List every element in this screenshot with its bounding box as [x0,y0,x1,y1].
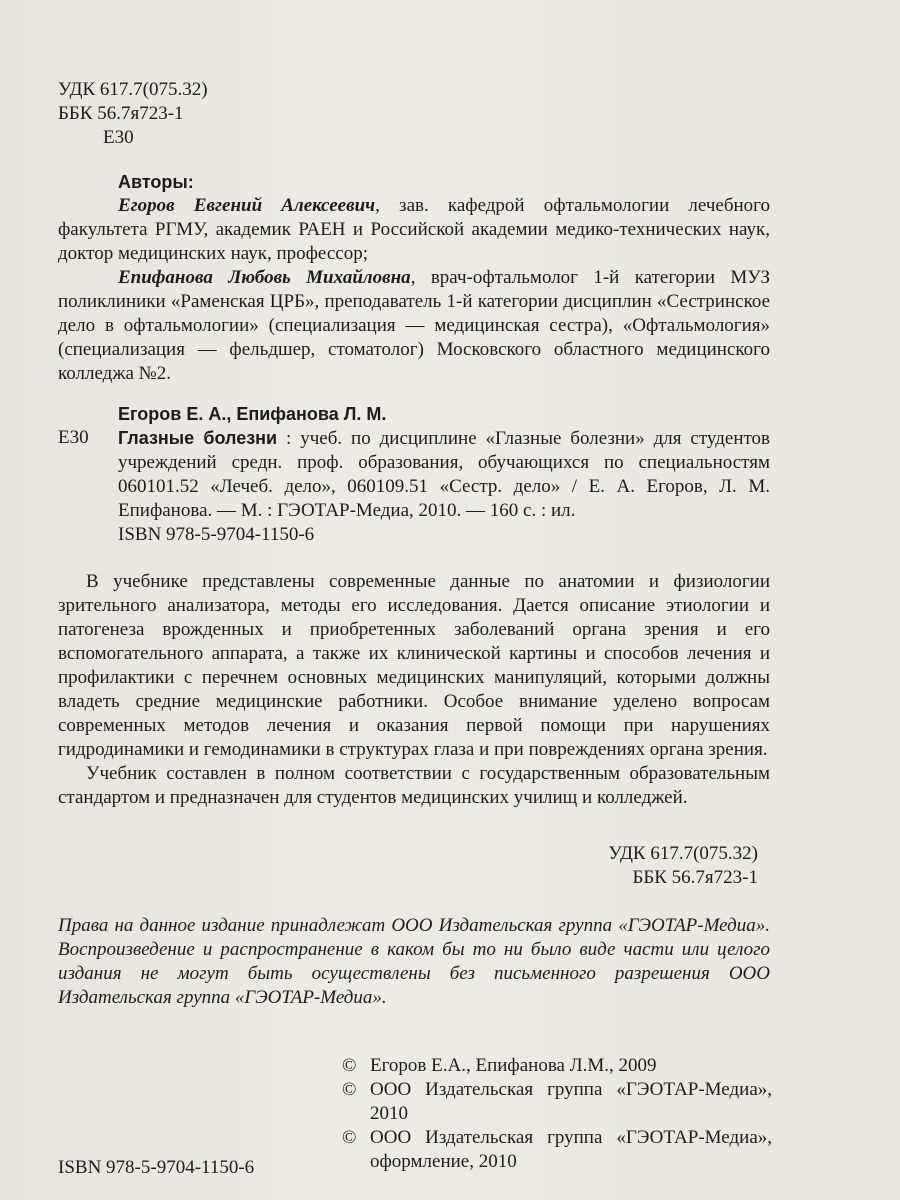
copyright-block [342,1054,772,1174]
author-sign: Е30 [103,127,134,148]
biblio-heading: Егоров Е. А., Епифанова Л. М. [118,404,387,424]
abstract-paragraph: Учебник составлен в полном соответствии с государственным образовательным стандартом и предназначен для студентов медицинских училищ и колледжей. [58,763,770,808]
author-description: , зав. кафедрой офтальмологии лечебного факультета РГМУ, академик РАЕН и Российской академии медико-технических наук, доктор медицинских наук, профессор; [58,195,770,264]
authors-title: Авторы: [118,172,194,192]
udk-code-bottom: УДК 617.7(075.32) [608,843,758,864]
copyright-text: Егоров Е.А., Епифанова Л.М., 2009 [370,1055,657,1076]
udk-code: УДК 617.7(075.32) [58,79,208,100]
copyright-icon: © [342,1127,357,1148]
author-entry [58,266,770,386]
biblio-row [58,426,770,523]
bbk-code: ББК 56.7я723-1 [58,103,184,124]
rights-notice: Права на данное издание принадлежат ООО Издательская группа «ГЭОТАР-Медиа». Воспроизведение и распространение в каком бы то ни было виде части или целого издания не могут быть осуществлены без письменного разрешения ООО Издательская группа «ГЭОТАР-Медиа». [58,915,770,1008]
biblio-isbn: ISBN 978-5-9704-1150-6 [118,524,315,545]
copyright-text: ООО Издательская группа «ГЭОТАР-Медиа», 2010 [370,1079,772,1124]
classification-header [58,78,208,150]
book-title: Глазные болезни [118,428,278,448]
abstract-section [58,570,770,810]
author-entry [58,194,770,266]
abstract-paragraph: В учебнике представлены современные данные по анатомии и физиологии зрительного анализатора, методы его исследования. Дается описание этиологии и патогенеза врожденных и приобретенных заболеваний органа зрения и его вспомогательного аппарата, а также их клинической картины и способов лечения и профилактики с перечнем основных медицинских манипуляций, которыми должны владеть средние медицинские работники. Особое внимание уделено вопросам современных методов лечения и оказания первой помощи при нарушениях гидродинамики и гемодинамики в структурах глаза и при повреждениях органа зрения. [58,571,770,760]
bibliographic-record [58,402,770,547]
bbk-code-bottom: ББК 56.7я723-1 [632,867,758,888]
author-name: Епифанова Любовь Михайловна [118,267,411,288]
author-name: Егоров Евгений Алексеевич [118,195,376,216]
author-description: , врач-офтальмолог 1-й категории МУЗ поликлиники «Раменская ЦРБ», преподаватель 1-й категории дисциплин «Сестринское дело в офтальмологии» (специализация — медицинская сестра), «Офтальмология» (специализация — фельдшер, стоматолог) Московского областного медицинского колледжа №2. [58,267,770,384]
copyright-line [342,1126,772,1174]
copyright-icon: © [342,1055,357,1076]
biblio-description [118,426,770,523]
isbn-footer: ISBN 978-5-9704-1150-6 [58,1157,255,1178]
biblio-details: : учеб. по дисциплине «Глазные болезни» для студентов учреждений средн. проф. образования, обучающихся по специальностям 060101.52 «Лечеб. дело», 060109.51 «Сестр. дело» / Е. А. Егоров, Л. М. Епифанова. — М. : ГЭОТАР-Медиа, 2010. — 160 с. : ил. [118,428,771,521]
authors-section [58,170,770,386]
copyright-icon: © [342,1079,357,1100]
copyright-text: ООО Издательская группа «ГЭОТАР-Медиа», оформление, 2010 [370,1127,772,1172]
biblio-code: Е30 [58,427,89,448]
copyright-line [342,1078,772,1126]
copyright-line [342,1054,772,1078]
classification-footer [608,842,758,890]
